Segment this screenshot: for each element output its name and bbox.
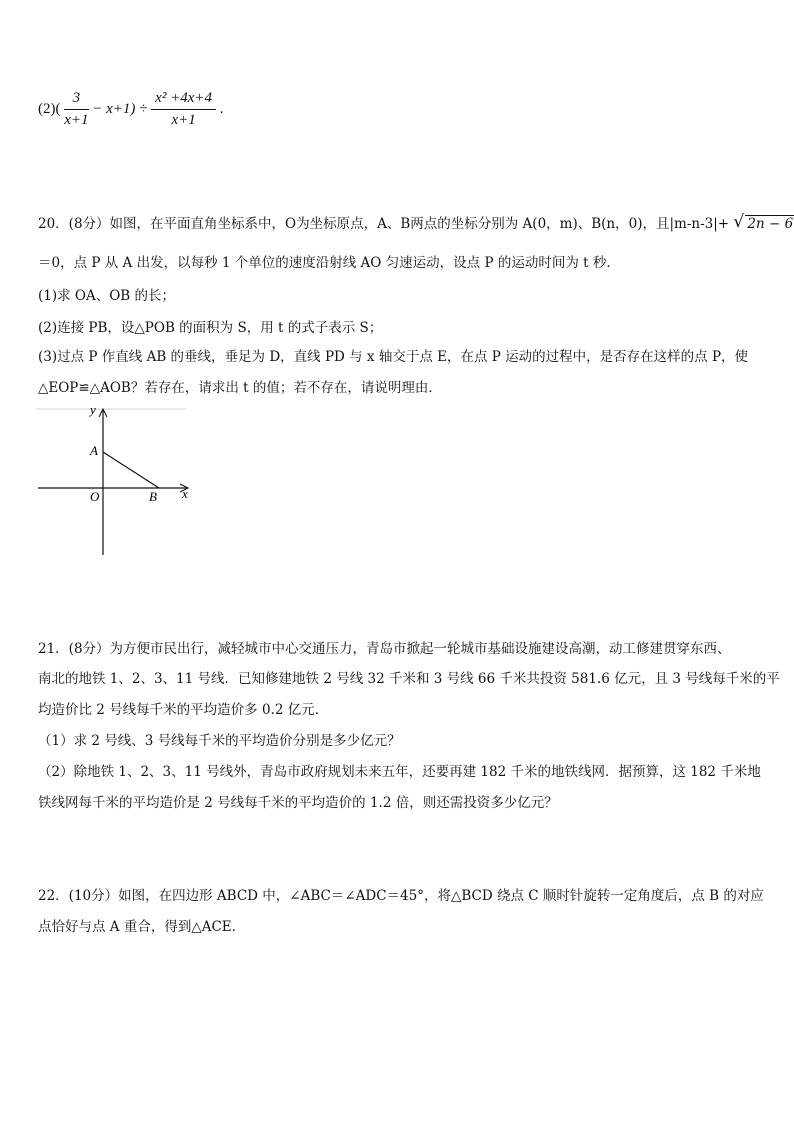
q19-fraction-2 (151, 90, 216, 129)
q20-part3-line2: △EOP≌△AOB？若存在，请求出 t 的值；若不存在，请说明理由． (38, 380, 442, 396)
label-o: O (90, 489, 100, 504)
q21-part2-line1: （2）除地铁 1、2、3、11 号线外，青岛市政府规划未来五年，还要再建 182 千米的地铁线网．据预算，这 182 千米地 (38, 764, 761, 780)
q20-line1-text: 20．(8分）如图，在平面直角坐标系中，O为坐标原点，A、B两点的坐标分别为 A(0，m)、B(n，0)，且|m-n-3|+ (38, 216, 730, 232)
label-x: x (182, 486, 188, 501)
segment-ab (103, 452, 159, 488)
q19-frac2-numerator: x² +4x+4 (151, 90, 216, 110)
q19-part2-expression (38, 90, 223, 129)
q19-fraction-1 (64, 90, 88, 129)
q19-prefix: (2)( (38, 100, 61, 117)
q22-line1: 22．(10分）如图，在四边形 ABCD 中，∠ABC＝∠ADC＝45°，将△BCD 绕点 C 顺时针旋转一定角度后，点 B 的对应 (38, 888, 764, 904)
label-y: y (90, 402, 96, 417)
q20-part1: (1)求 OA、OB 的长； (38, 288, 176, 304)
q20-part2: (2)连接 PB，设△POB 的面积为 S，用 t 的式子表示 S； (38, 320, 383, 336)
q19-frac1-numerator: 3 (64, 90, 88, 110)
q21-part2-line2: 铁线网每千米的平均造价是 2 号线每千米的平均造价的 1.2 倍，则还需投资多少亿元？ (38, 795, 558, 811)
q20-part3-line1: (3)过点 P 作直线 AB 的垂线，垂足为 D，直线 PD 与 x 轴交于点 E，在点 P 运动的过程中，是否存在这样的点 P，使 (38, 349, 749, 365)
q22-line2: 点恰好与点 A 重合，得到△ACE． (38, 919, 246, 935)
q20-sqrt-content: 2n − 6 (747, 216, 794, 232)
sqrt-radical-icon: √ (733, 212, 745, 232)
q21-line2: 南北的地铁 1、2、3、11 号线．已知修建地铁 2 号线 32 千米和 3 号线 66 千米共投资 581.6 亿元，且 3 号线每千米的平 (38, 671, 780, 687)
q20-line2: ＝0，点 P 从 A 出发，以每秒 1 个单位的速度沿射线 AO 匀速运动，设点 P 的运动时间为 t 秒． (38, 255, 620, 271)
q20-coordinate-figure (36, 400, 196, 560)
q19-frac2-denominator: x+1 (171, 112, 196, 128)
q21-line1: 21．(8分）为方便市民出行，减轻城市中心交通压力，青岛市掀起一轮城市基础设施建设高潮，动工修建贯穿东西、 (38, 641, 731, 657)
q19-middle: − x+1) ÷ (92, 100, 148, 117)
q20-line1 (38, 212, 794, 232)
q21-line3: 均造价比 2 号线每千米的平均造价多 0.2 亿元． (38, 702, 329, 718)
q19-frac1-denominator: x+1 (64, 112, 89, 128)
label-a: A (90, 443, 98, 458)
label-b: B (149, 489, 157, 504)
q19-end: . (219, 100, 224, 117)
q20-sqrt (733, 212, 794, 232)
q21-part1: （1）求 2 号线、3 号线每千米的平均造价分别是多少亿元？ (38, 733, 401, 749)
